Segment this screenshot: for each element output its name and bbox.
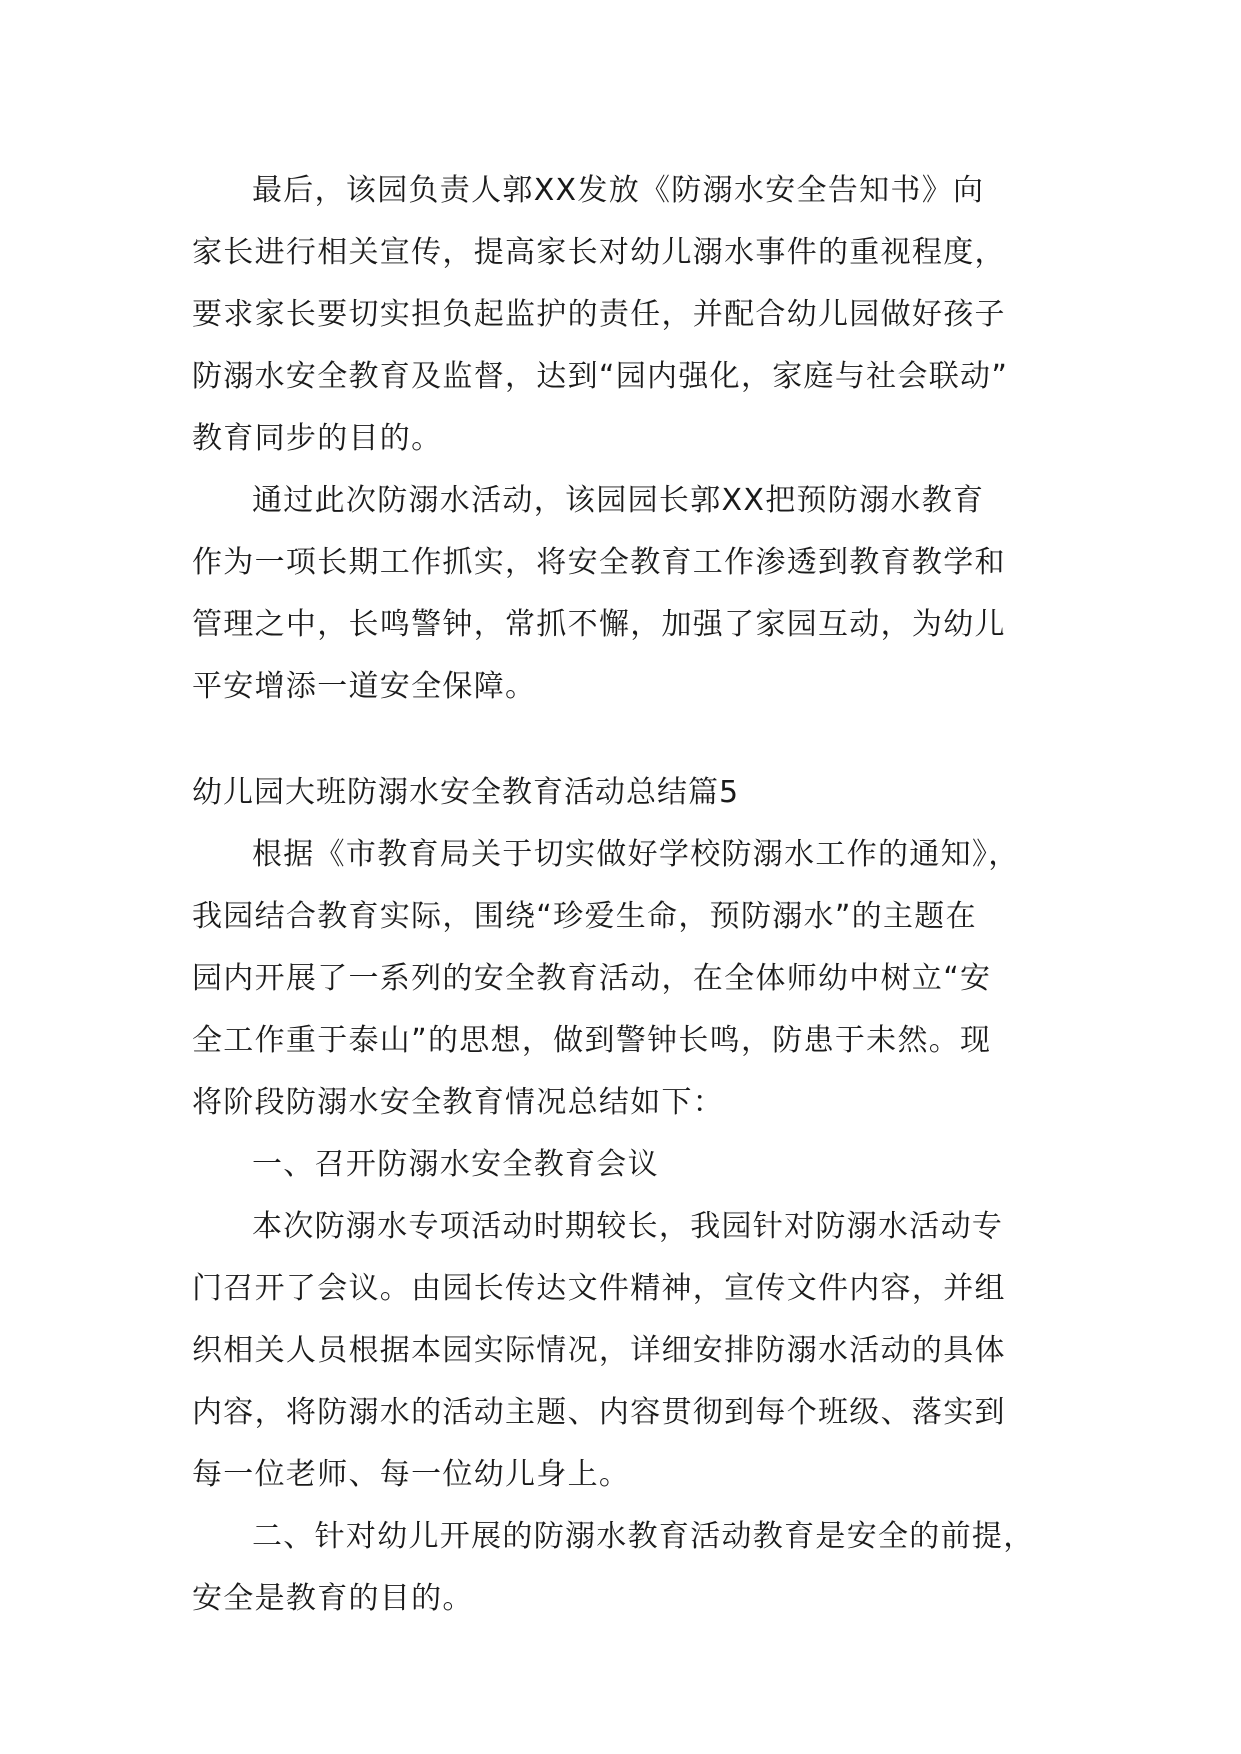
text-line: 织相关人员根据本园实际情况，详细安排防溺水活动的具体 [192, 1333, 1006, 1368]
text-line: 园内开展了一系列的安全教育活动，在全体师幼中树立“安 [192, 961, 992, 996]
document-page [192, 160, 1054, 1630]
text-line: 作为一项长期工作抓实，将安全教育工作渗透到教育教学和 [192, 545, 1006, 580]
subheading [192, 1134, 1054, 1196]
text-line: 根据《市教育局关于切实做好学校防溺水工作的通知》， [252, 837, 1020, 872]
text-line: 门召开了会议。由园长传达文件精神，宣传文件内容，并组 [192, 1271, 1006, 1306]
paragraph [192, 160, 1054, 470]
text-line: 将阶段防溺水安全教育情况总结如下： [192, 1085, 725, 1120]
text-line: 二、针对幼儿开展的防溺水教育活动教育是安全的前提， [252, 1519, 1035, 1554]
text-line: 家长进行相关宣传，提高家长对幼儿溺水事件的重视程度， [192, 235, 1006, 270]
text-line: 本次防溺水专项活动时期较长，我园针对防溺水活动专 [252, 1209, 1004, 1244]
text-line: 要求家长要切实担负起监护的责任，并配合幼儿园做好孩子 [192, 297, 1006, 332]
text-line: 内容，将防溺水的活动主题、内容贯彻到每个班级、落实到 [192, 1395, 1006, 1430]
text-line: 教育同步的目的。 [192, 421, 443, 456]
text-line: 管理之中，长鸣警钟，常抓不懈，加强了家园互动，为幼儿 [192, 607, 1006, 642]
text-line: 通过此次防溺水活动，该园园长郭XX把预防溺水教育 [252, 483, 985, 518]
text-line: 我园结合教育实际，围绕“珍爱生命，预防溺水”的主题在 [192, 899, 977, 934]
text-line: 平安增添一道安全保障。 [192, 669, 537, 704]
paragraph [192, 1196, 1054, 1506]
text-line: 全工作重于泰山”的思想，做到警钟长鸣，防患于未然。现 [192, 1023, 992, 1058]
text-line: 每一位老师、每一位幼儿身上。 [192, 1457, 631, 1492]
text-line: 安全是教育的目的。 [192, 1581, 474, 1616]
text-line: 防溺水安全教育及监督，达到“园内强化，家庭与社会联动” [192, 359, 1009, 394]
paragraph [192, 824, 1054, 1134]
section-heading: 幼儿园大班防溺水安全教育活动总结篇5 [192, 775, 740, 810]
paragraph [192, 1506, 1054, 1630]
text-line: 一、召开防溺水安全教育会议 [252, 1147, 659, 1182]
text-line: 最后，该园负责人郭XX发放《防溺水安全告知书》向 [252, 173, 985, 208]
paragraph [192, 470, 1054, 718]
